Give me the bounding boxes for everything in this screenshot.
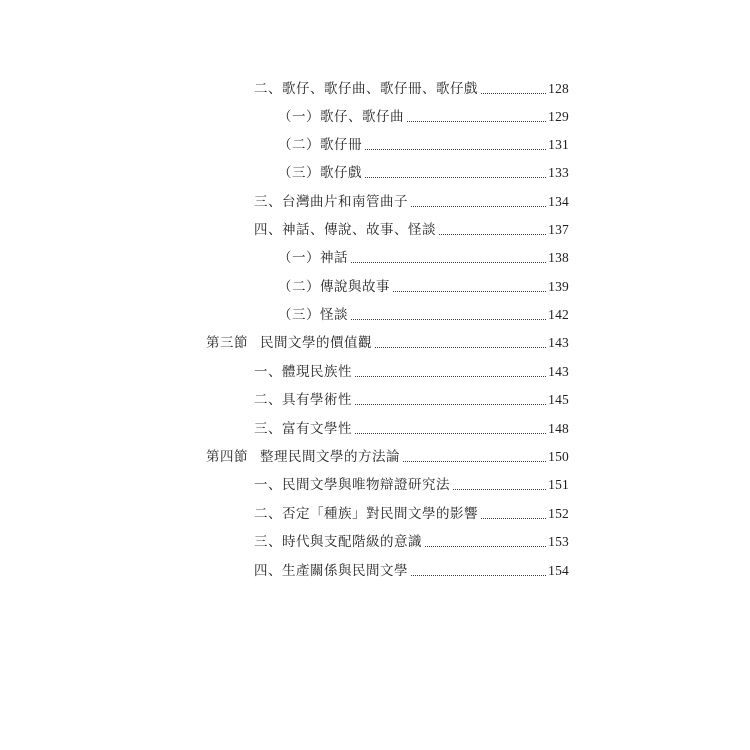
dot-leader [481,93,546,94]
toc-page-number: 131 [548,137,569,152]
dot-leader [365,149,546,150]
dot-leader [375,347,546,348]
toc-page-number: 143 [548,335,569,350]
toc-entry-label: 一、體現民族性 [254,364,352,380]
toc-entry [254,531,569,553]
dot-leader [355,433,546,434]
toc-entry [254,78,569,100]
toc-entry [254,219,569,241]
dot-leader [411,206,546,207]
toc-entry [278,276,569,298]
toc-entry [278,162,569,184]
toc-page-number: 153 [548,534,569,549]
toc-entry [278,106,569,128]
section-number: 第四節 [206,449,248,465]
toc-entry [278,304,569,326]
toc-section-entry [206,332,569,354]
section-number: 第三節 [206,335,248,351]
toc-page-number: 143 [548,364,569,379]
dot-leader [411,575,546,576]
toc-page-number: 150 [548,449,569,464]
dot-leader [351,319,546,320]
dot-leader [481,518,546,519]
dot-leader [365,177,546,178]
toc-entry [254,418,569,440]
toc-entry-label: 二、歌仔、歌仔曲、歌仔冊、歌仔戲 [254,81,478,97]
toc-entry [254,389,569,411]
toc-entry [254,191,569,213]
toc-entry [278,134,569,156]
toc-entry-label: 三、台灣曲片和南管曲子 [254,194,408,210]
toc-page-number: 151 [548,477,569,492]
toc-entry [254,474,569,496]
dot-leader [407,121,546,122]
dot-leader [453,489,546,490]
toc-section-heading [206,332,372,354]
toc-entry-label: 一、民間文學與唯物辯證研究法 [254,477,450,493]
dot-leader [425,546,546,547]
toc-entry [254,503,569,525]
toc-entry-label: 三、富有文學性 [254,421,352,437]
toc-entry-label: 四、生產關係與民間文學 [254,563,408,579]
dot-leader [439,234,546,235]
dot-leader [355,404,546,405]
toc-page-number: 142 [548,307,569,322]
toc-entry-label: （二）傳說與故事 [278,279,390,295]
toc-page-number: 139 [548,279,569,294]
toc-page-number: 129 [548,109,569,124]
toc-page-number: 138 [548,250,569,265]
toc-entry-label: （一）歌仔、歌仔曲 [278,109,404,125]
toc-page-number: 137 [548,222,569,237]
toc-entry-label: 二、具有學術性 [254,392,352,408]
toc-page-number: 152 [548,506,569,521]
dot-leader [393,291,546,292]
dot-leader [351,262,546,263]
toc-entry [254,361,569,383]
toc-entry-label: （三）歌仔戲 [278,165,362,181]
dot-leader [355,376,546,377]
toc-page-number: 154 [548,563,569,578]
toc-page-number: 145 [548,392,569,407]
toc-page-number: 148 [548,421,569,436]
toc-entry-label: （三）怪談 [278,307,348,323]
toc-entry [254,560,569,582]
toc-page-number: 133 [548,165,569,180]
dot-leader [403,461,546,462]
toc-entry-label: 三、時代與支配階級的意識 [254,534,422,550]
section-title: 民間文學的價值觀 [260,335,372,351]
toc-entry-label: 二、否定「種族」對民間文學的影響 [254,506,478,522]
toc-page-number: 134 [548,194,569,209]
toc-section-entry [206,446,569,468]
toc-entry [278,247,569,269]
toc-entry-label: （一）神話 [278,250,348,266]
toc-section-heading [206,446,400,468]
toc-page-number: 128 [548,81,569,96]
section-title: 整理民間文學的方法論 [260,449,400,465]
toc-entry-label: （二）歌仔冊 [278,137,362,153]
toc-entry-label: 四、神話、傳說、故事、怪談 [254,222,436,238]
